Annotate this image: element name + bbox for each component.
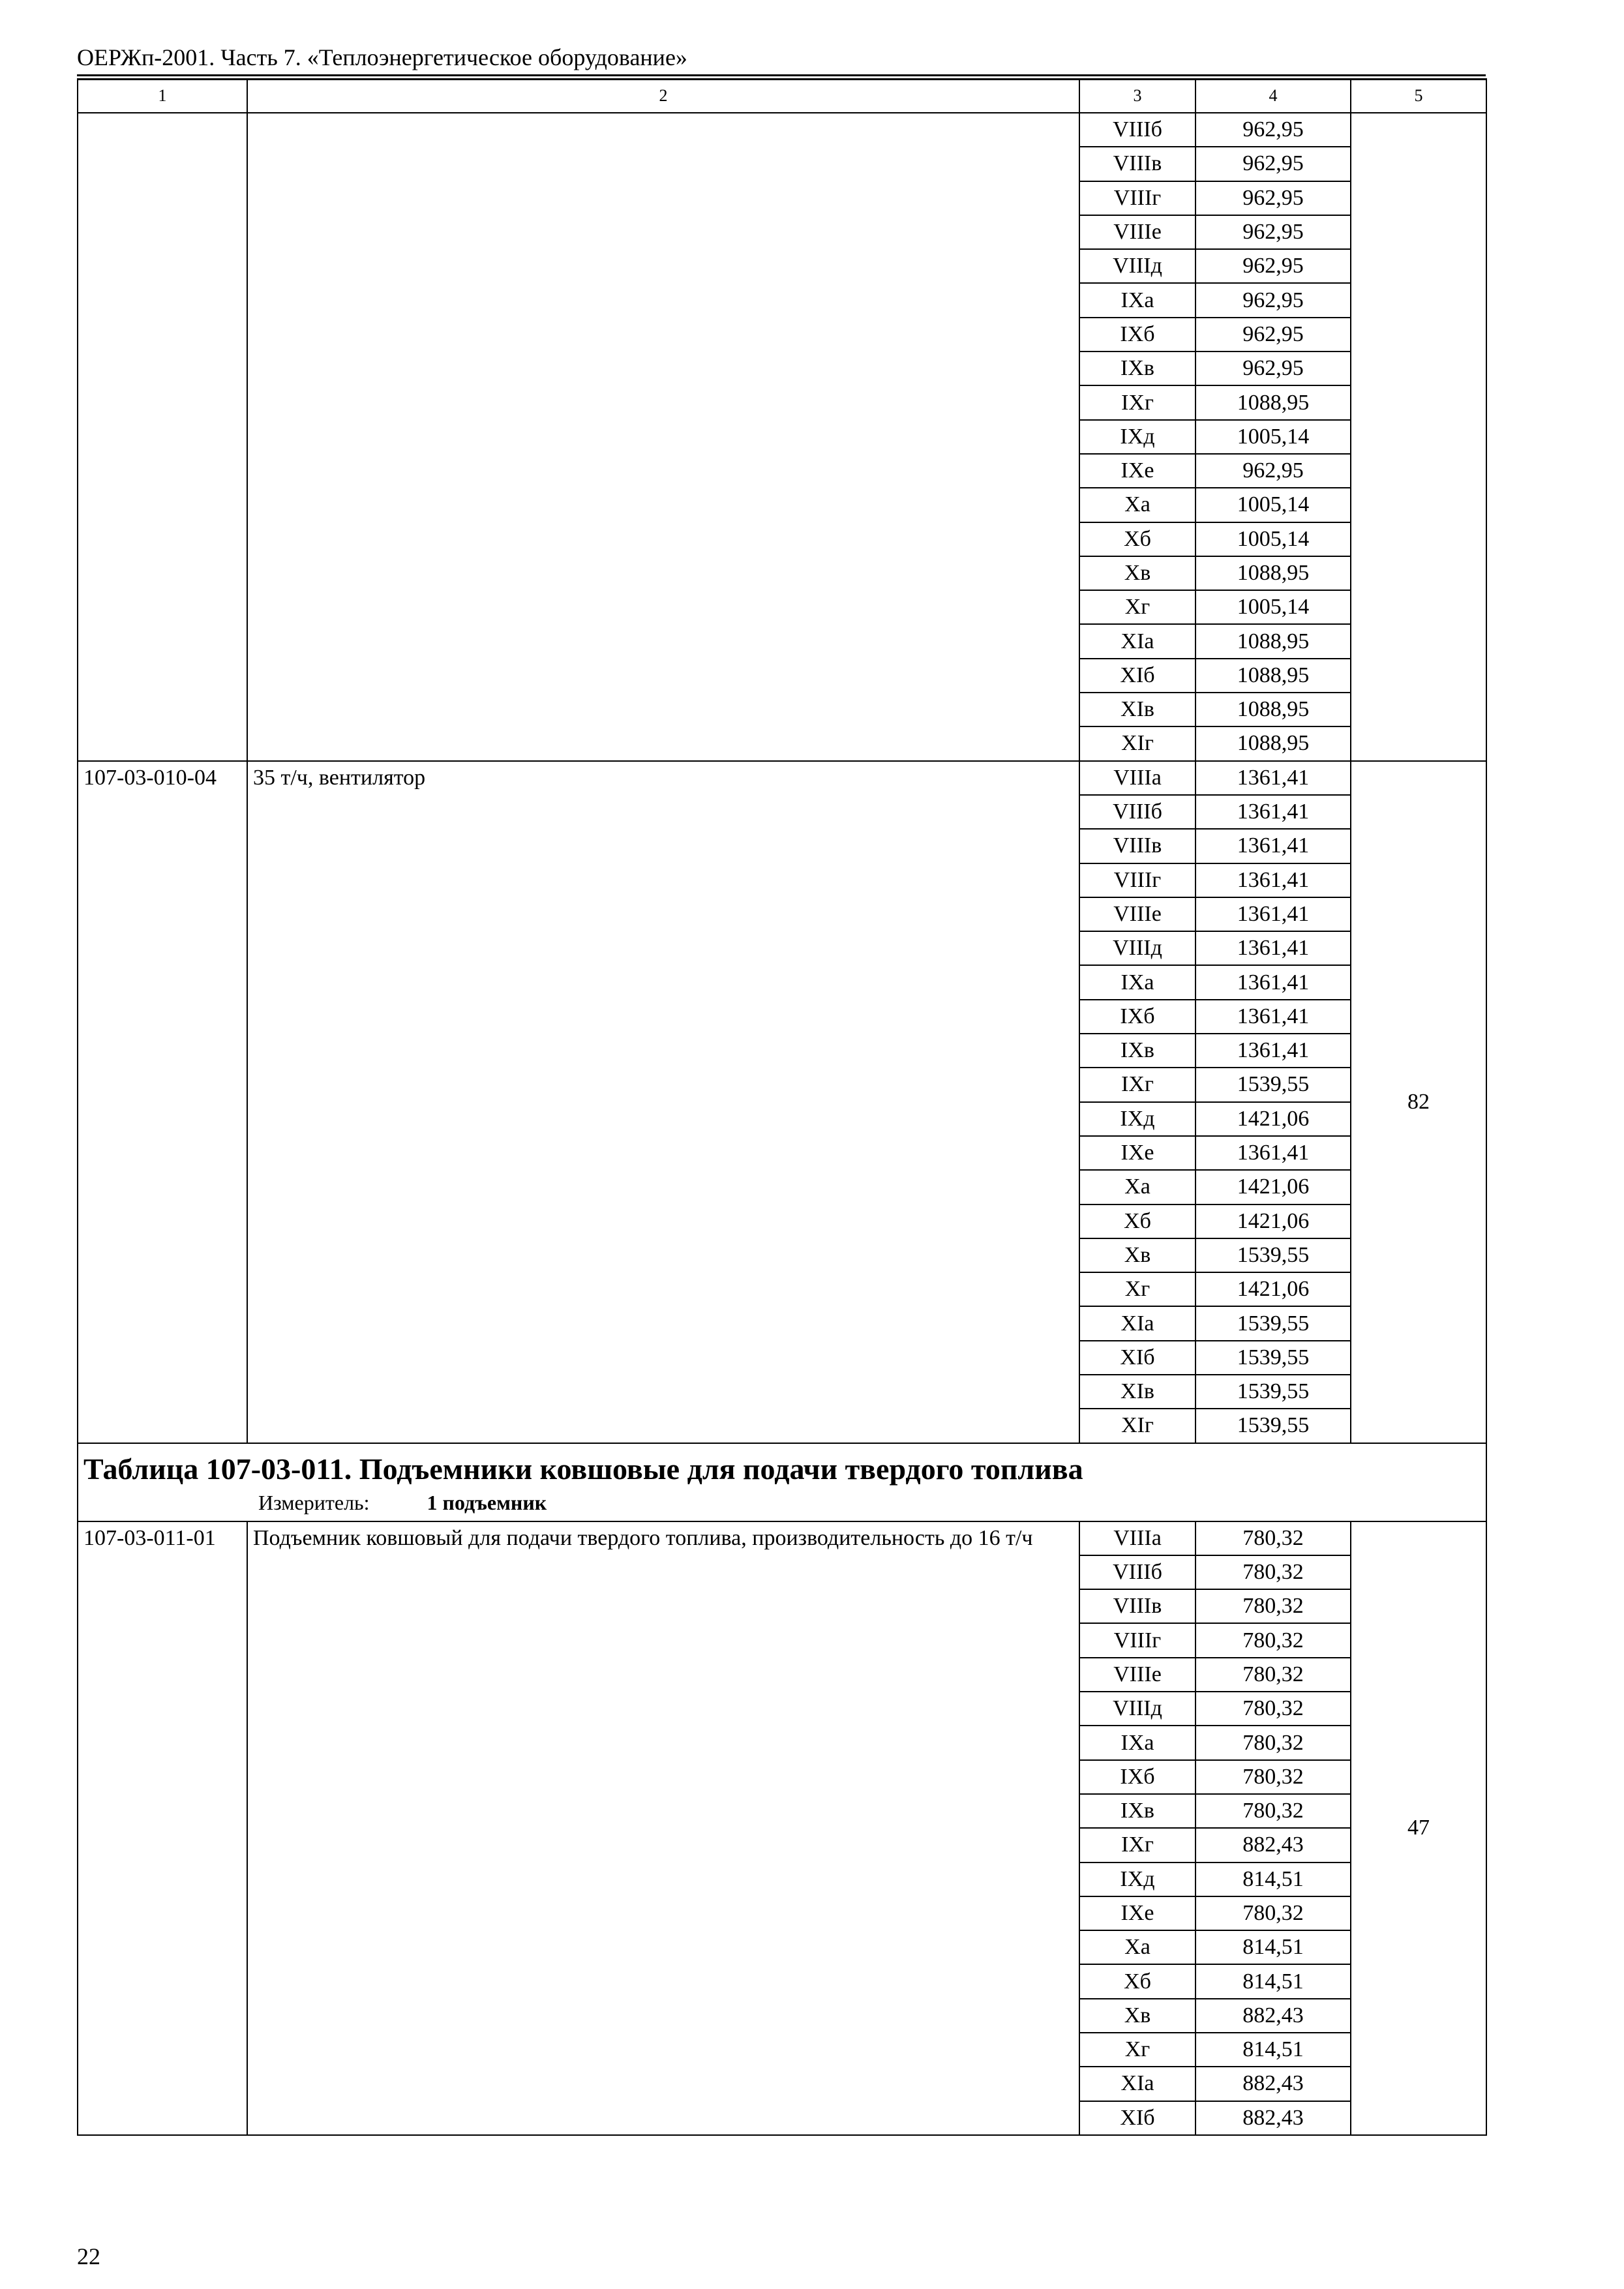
- column-number: 1: [78, 79, 247, 113]
- zone-code: IXв: [1079, 1794, 1195, 1828]
- rate-value: 1361,41: [1195, 761, 1351, 795]
- rate-value: 1361,41: [1195, 931, 1351, 965]
- zone-code: Xв: [1079, 1999, 1195, 2033]
- zone-code: Xа: [1079, 488, 1195, 522]
- rate-value: 1005,14: [1195, 590, 1351, 624]
- table-row: [78, 761, 1486, 795]
- zone-code: XIв: [1079, 1375, 1195, 1409]
- zone-code: VIIIв: [1079, 829, 1195, 863]
- item-description: Подъемник ковшовый для подачи твердого топлива, производительность до 16 т/ч: [247, 1521, 1079, 2135]
- zone-code: VIIIе: [1079, 1658, 1195, 1692]
- rate-value: 882,43: [1195, 2101, 1351, 2135]
- zone-code: VIIIд: [1079, 1692, 1195, 1726]
- zone-code: VIIIа: [1079, 1521, 1195, 1555]
- zone-code: IXе: [1079, 1896, 1195, 1930]
- zone-code: IXв: [1079, 352, 1195, 385]
- column-number: 4: [1195, 79, 1351, 113]
- zone-code: XIа: [1079, 624, 1195, 658]
- table-row: [78, 113, 1486, 147]
- zone-code: Xв: [1079, 556, 1195, 590]
- rate-value: 1088,95: [1195, 624, 1351, 658]
- zone-code: VIIIв: [1079, 1589, 1195, 1623]
- rate-value: 962,95: [1195, 113, 1351, 147]
- rate-value: 780,32: [1195, 1521, 1351, 1555]
- zone-code: IXб: [1079, 1760, 1195, 1794]
- rate-value: 1421,06: [1195, 1204, 1351, 1238]
- section-meter: [258, 1488, 1481, 1517]
- rate-value: 1421,06: [1195, 1272, 1351, 1306]
- rate-value: 1361,41: [1195, 1000, 1351, 1034]
- rate-value: 1539,55: [1195, 1068, 1351, 1101]
- rate-value: 1005,14: [1195, 420, 1351, 454]
- rate-value: 780,32: [1195, 1589, 1351, 1623]
- zone-code: VIIIд: [1079, 931, 1195, 965]
- rate-value: 780,32: [1195, 1623, 1351, 1657]
- table-row: [78, 1521, 1486, 1555]
- zone-code: XIб: [1079, 659, 1195, 693]
- rate-value: 1421,06: [1195, 1102, 1351, 1136]
- rate-value: 780,32: [1195, 1658, 1351, 1692]
- col5-value: 47: [1351, 1521, 1486, 2135]
- zone-code: XIа: [1079, 2067, 1195, 2101]
- zone-code: IXд: [1079, 1102, 1195, 1136]
- rate-value: 1361,41: [1195, 795, 1351, 829]
- zone-code: VIIIб: [1079, 795, 1195, 829]
- meter-label: Измеритель:: [258, 1490, 370, 1514]
- item-description: [247, 113, 1079, 761]
- rate-value: 882,43: [1195, 1999, 1351, 2033]
- rate-value: 1539,55: [1195, 1341, 1351, 1375]
- zone-code: VIIIг: [1079, 863, 1195, 897]
- item-description: 35 т/ч, вентилятор: [247, 761, 1079, 1443]
- rate-value: 1361,41: [1195, 897, 1351, 931]
- page-number: 22: [77, 2243, 100, 2269]
- rate-value: 780,32: [1195, 1726, 1351, 1759]
- zone-code: IXг: [1079, 1068, 1195, 1101]
- rate-value: 1005,14: [1195, 522, 1351, 556]
- column-number-row: [78, 79, 1486, 113]
- rate-value: 814,51: [1195, 1930, 1351, 1964]
- rate-value: 780,32: [1195, 1896, 1351, 1930]
- section-header-row: [78, 1443, 1486, 1521]
- rate-value: 780,32: [1195, 1760, 1351, 1794]
- rate-value: 1539,55: [1195, 1306, 1351, 1340]
- zone-code: Xг: [1079, 1272, 1195, 1306]
- zone-code: IXг: [1079, 1828, 1195, 1862]
- section-title: Таблица 107-03-011. Подъемники ковшовые для подачи твердого топлива: [83, 1452, 1083, 1486]
- rate-value: 1088,95: [1195, 659, 1351, 693]
- rate-value: 814,51: [1195, 2033, 1351, 2067]
- rate-value: 962,95: [1195, 181, 1351, 215]
- zone-code: IXб: [1079, 1000, 1195, 1034]
- item-code: 107-03-010-04: [78, 761, 247, 1443]
- rate-value: 1361,41: [1195, 863, 1351, 897]
- rate-value: 1361,41: [1195, 829, 1351, 863]
- zone-code: IXе: [1079, 1136, 1195, 1170]
- zone-code: VIIIа: [1079, 761, 1195, 795]
- rate-value: 882,43: [1195, 2067, 1351, 2101]
- zone-code: VIIIе: [1079, 215, 1195, 249]
- zone-code: VIIIв: [1079, 147, 1195, 181]
- zone-code: XIа: [1079, 1306, 1195, 1340]
- column-number: 3: [1079, 79, 1195, 113]
- rate-value: 962,95: [1195, 352, 1351, 385]
- zone-code: IXд: [1079, 1863, 1195, 1896]
- zone-code: VIIIг: [1079, 181, 1195, 215]
- rate-value: 962,95: [1195, 215, 1351, 249]
- zone-code: IXе: [1079, 454, 1195, 488]
- zone-code: VIIIб: [1079, 113, 1195, 147]
- rate-value: 882,43: [1195, 1828, 1351, 1862]
- zone-code: XIб: [1079, 1341, 1195, 1375]
- item-code: 107-03-011-01: [78, 1521, 247, 2135]
- rate-value: 1088,95: [1195, 693, 1351, 726]
- rate-value: 1539,55: [1195, 1409, 1351, 1443]
- zone-code: VIIIд: [1079, 249, 1195, 283]
- zone-code: XIг: [1079, 1409, 1195, 1443]
- column-number: 2: [247, 79, 1079, 113]
- rate-value: 962,95: [1195, 249, 1351, 283]
- page-header: ОЕРЖп-2001. Часть 7. «Теплоэнергетическое оборудование»: [77, 40, 1486, 76]
- zone-code: Xг: [1079, 2033, 1195, 2067]
- zone-code: Xб: [1079, 1964, 1195, 1998]
- zone-code: Xа: [1079, 1930, 1195, 1964]
- rate-value: 780,32: [1195, 1555, 1351, 1589]
- zone-code: Xг: [1079, 590, 1195, 624]
- zone-code: IXв: [1079, 1034, 1195, 1068]
- rate-value: 1361,41: [1195, 1136, 1351, 1170]
- rate-value: 1088,95: [1195, 556, 1351, 590]
- rate-value: 780,32: [1195, 1692, 1351, 1726]
- zone-code: IXд: [1079, 420, 1195, 454]
- zone-code: Xа: [1079, 1170, 1195, 1204]
- rate-value: 1088,95: [1195, 726, 1351, 760]
- zone-code: IXа: [1079, 283, 1195, 317]
- rate-value: 962,95: [1195, 318, 1351, 352]
- zone-code: VIIIб: [1079, 1555, 1195, 1589]
- zone-code: VIIIе: [1079, 897, 1195, 931]
- zone-code: IXа: [1079, 1726, 1195, 1759]
- zone-code: XIб: [1079, 2101, 1195, 2135]
- zone-code: XIв: [1079, 693, 1195, 726]
- rate-value: 1005,14: [1195, 488, 1351, 522]
- zone-code: IXб: [1079, 318, 1195, 352]
- meter-unit: 1 подъемник: [427, 1490, 547, 1514]
- zone-code: Xб: [1079, 1204, 1195, 1238]
- rate-value: 780,32: [1195, 1794, 1351, 1828]
- column-number: 5: [1351, 79, 1486, 113]
- col5-value: [1351, 113, 1486, 761]
- section-header-cell: [78, 1443, 1486, 1521]
- rate-value: 1361,41: [1195, 965, 1351, 999]
- rate-value: 1361,41: [1195, 1034, 1351, 1068]
- rate-value: 962,95: [1195, 454, 1351, 488]
- rate-value: 1539,55: [1195, 1375, 1351, 1409]
- rates-table: [77, 78, 1487, 2136]
- zone-code: IXг: [1079, 385, 1195, 419]
- zone-code: IXа: [1079, 965, 1195, 999]
- col5-value: 82: [1351, 761, 1486, 1443]
- rate-value: 962,95: [1195, 283, 1351, 317]
- rate-value: 814,51: [1195, 1964, 1351, 1998]
- item-code: [78, 113, 247, 761]
- rate-value: 1539,55: [1195, 1238, 1351, 1272]
- zone-code: VIIIг: [1079, 1623, 1195, 1657]
- zone-code: Xб: [1079, 522, 1195, 556]
- zone-code: XIг: [1079, 726, 1195, 760]
- rate-value: 814,51: [1195, 1863, 1351, 1896]
- rate-value: 1088,95: [1195, 385, 1351, 419]
- zone-code: Xв: [1079, 1238, 1195, 1272]
- rate-value: 962,95: [1195, 147, 1351, 181]
- rate-value: 1421,06: [1195, 1170, 1351, 1204]
